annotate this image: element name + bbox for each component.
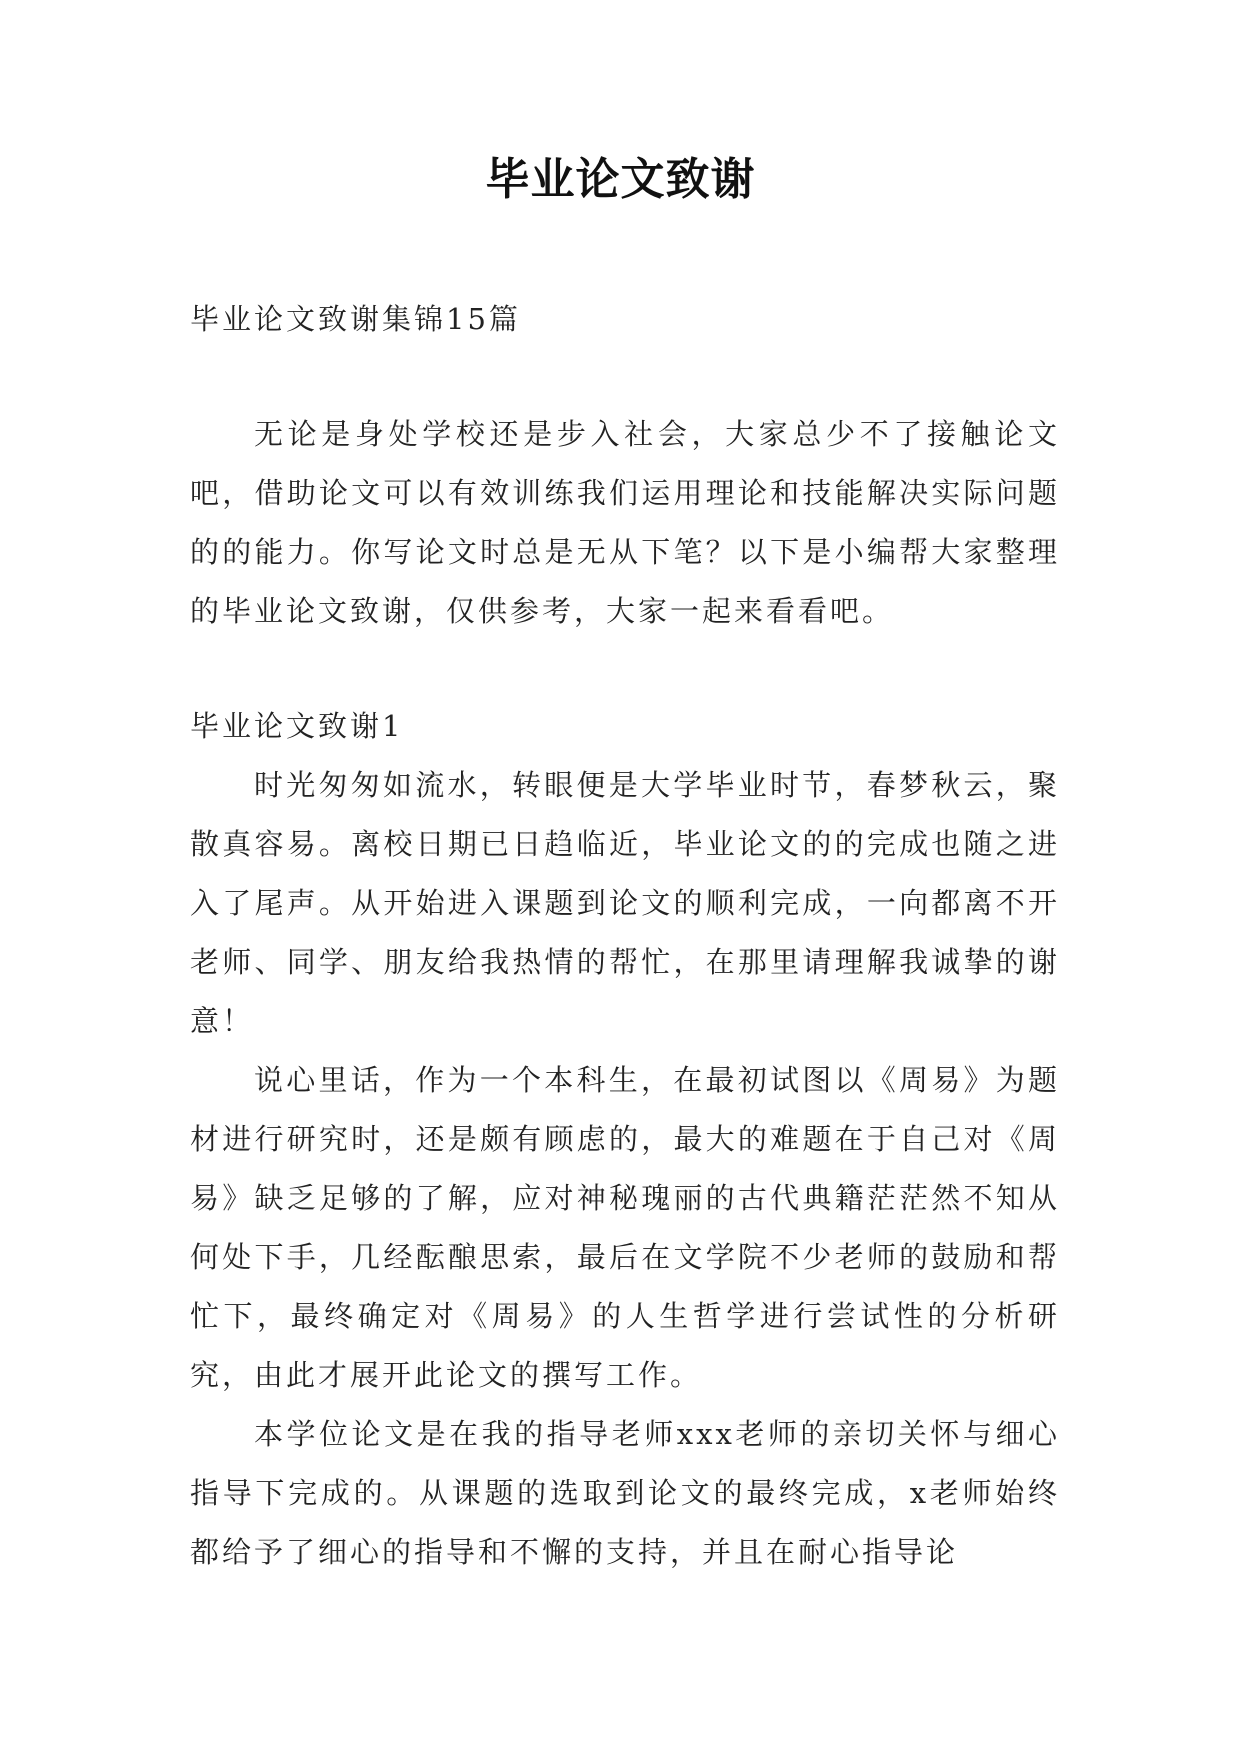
section-heading: 毕业论文致谢1 (190, 709, 404, 743)
document-subtitle: 毕业论文致谢集锦15篇 (190, 302, 521, 336)
document-title: 毕业论文致谢 (485, 154, 756, 205)
body-paragraph-1: 时光匆匆如流水，转眼便是大学毕业时节，春梦秋云，聚散真容易。离校日期已日趋临近，毕业论文的的完成也随之进入了尾声。从开始进入课题到论文的顺利完成，一向都离不开老师、同学、朋友给我热情的帮忙，在那里请理解我诚挚的谢意！ (190, 768, 1060, 1038)
intro-paragraph: 无论是身处学校还是步入社会，大家总少不了接触论文吧，借助论文可以有效训练我们运用理论和技能解决实际问题的的能力。你写论文时总是无从下笔？以下是小编帮大家整理的毕业论文致谢，仅供参考，大家一起来看看吧。 (190, 417, 1060, 628)
body-paragraph-3: 本学位论文是在我的指导老师xxx老师的亲切关怀与细心指导下完成的。从课题的选取到论文的最终完成，x老师始终都给予了细心的指导和不懈的支持，并且在耐心指导论 (190, 1417, 1060, 1569)
body-paragraph-2: 说心里话，作为一个本科生，在最初试图以《周易》为题材进行研究时，还是颇有顾虑的，最大的难题在于自己对《周易》缺乏足够的了解，应对神秘瑰丽的古代典籍茫茫然不知从何处下手，几经酝酿思索，最后在文学院不少老师的鼓励和帮忙下，最终确定对《周易》的人生哲学进行尝试性的分析研究，由此才展开此论文的撰写工作。 (190, 1063, 1060, 1392)
